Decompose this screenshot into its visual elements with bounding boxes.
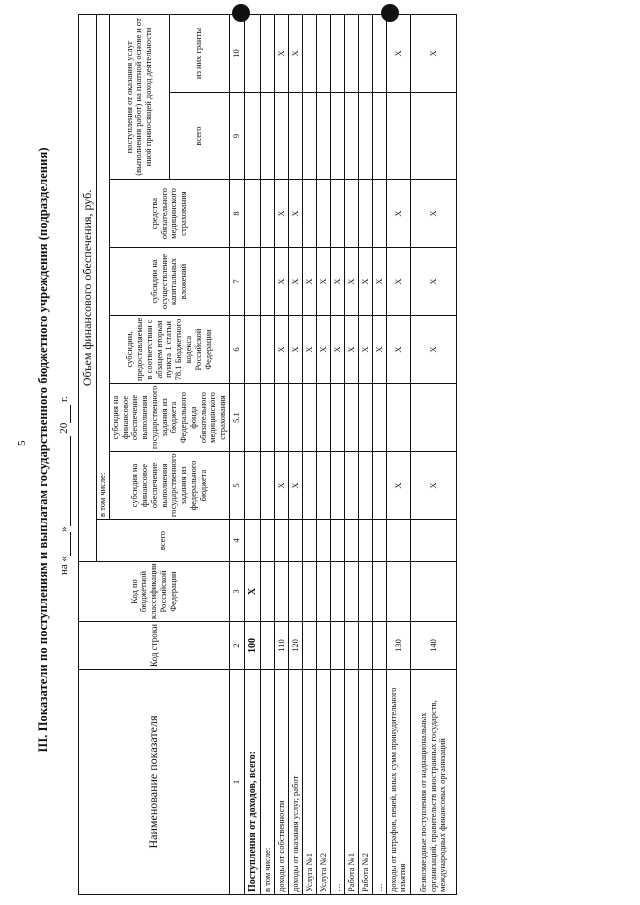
row-code: 120 [288, 622, 302, 670]
row-cell[interactable]: X [372, 316, 386, 384]
row-cell[interactable]: X [274, 14, 288, 92]
row-cell[interactable] [344, 14, 358, 92]
header-code: Код строки [79, 622, 230, 670]
row-cell[interactable] [244, 316, 260, 384]
row-label: Услуга №2 [316, 670, 330, 895]
row-cell[interactable] [372, 384, 386, 452]
header-name: Наименование показателя [79, 670, 230, 895]
row-cell[interactable] [260, 520, 274, 562]
row-cell[interactable] [288, 520, 302, 562]
table-row [372, 14, 386, 894]
row-label: доходы от собственности [274, 670, 288, 895]
row-cell[interactable]: X [330, 316, 344, 384]
row-cell[interactable] [260, 248, 274, 316]
row-label: Работа №2 [358, 670, 372, 895]
column-number: 3 [229, 562, 244, 622]
table-row [344, 14, 358, 894]
row-cell[interactable] [260, 180, 274, 248]
row-code: 100 [244, 622, 260, 670]
date-suffix: г. [58, 395, 70, 402]
row-cell[interactable] [302, 452, 316, 520]
row-cell[interactable]: X [288, 248, 302, 316]
row-cell[interactable] [410, 384, 456, 452]
row-code [330, 622, 344, 670]
table-row [288, 14, 302, 894]
row-cell[interactable]: X [410, 248, 456, 316]
row-cell[interactable]: X [274, 452, 288, 520]
row-cell[interactable] [358, 562, 372, 622]
column-numbers-row [229, 14, 244, 894]
row-cell[interactable] [344, 384, 358, 452]
row-cell[interactable] [316, 452, 330, 520]
row-cell[interactable] [330, 562, 344, 622]
column-number: 7 [229, 248, 244, 316]
row-cell[interactable]: X [410, 316, 456, 384]
table-row [260, 14, 274, 894]
row-cell[interactable]: X [302, 248, 316, 316]
month-blank[interactable] [58, 436, 71, 526]
row-code [302, 622, 316, 670]
header-sub2: субсидия на финансовое обеспечение выполнения государственного задания из бюджета Федерального фонда обязательного медицинского страхования [109, 384, 229, 452]
row-code: 130 [386, 622, 410, 670]
row-cell[interactable]: X [288, 180, 302, 248]
row-cell[interactable]: X [288, 316, 302, 384]
row-cell[interactable] [260, 562, 274, 622]
row-cell[interactable] [358, 384, 372, 452]
row-cell[interactable] [260, 452, 274, 520]
row-cell[interactable] [244, 14, 260, 92]
header-sub6-grants: из них гранты [169, 14, 229, 92]
row-label: … [330, 670, 344, 895]
row-cell[interactable] [316, 180, 330, 248]
row-label: … [372, 670, 386, 895]
header-total: всего [97, 520, 230, 562]
row-cell[interactable]: X [386, 14, 410, 92]
row-cell[interactable]: X [386, 316, 410, 384]
row-cell[interactable] [260, 93, 274, 180]
row-cell[interactable] [316, 93, 330, 180]
row-cell[interactable]: X [386, 452, 410, 520]
header-sub5: средства обязательного медицинского страхования [109, 180, 229, 248]
section-title: III. Показатели по поступлениям и выплатам государственного бюджетного учреждения (подразделения) [36, 147, 50, 753]
row-cell[interactable] [344, 562, 358, 622]
row-cell[interactable] [358, 452, 372, 520]
row-cell[interactable]: X [372, 248, 386, 316]
row-cell[interactable] [330, 14, 344, 92]
row-cell[interactable] [316, 384, 330, 452]
row-cell[interactable]: X [244, 562, 260, 622]
column-number: 2 [229, 622, 244, 670]
row-code [358, 622, 372, 670]
row-cell[interactable] [274, 562, 288, 622]
header-kbk: Код по бюджетной классификации Российской Федерации [79, 562, 230, 622]
row-cell[interactable] [260, 14, 274, 92]
row-cell[interactable] [358, 180, 372, 248]
row-label: Услуга №1 [302, 670, 316, 895]
date-prefix: на « [58, 555, 70, 575]
table-row [274, 14, 288, 894]
row-cell[interactable]: X [302, 316, 316, 384]
column-number: 5.1 [229, 384, 244, 452]
row-cell[interactable]: X [410, 180, 456, 248]
indicators-table [78, 14, 457, 895]
row-cell[interactable] [302, 562, 316, 622]
row-cell[interactable] [344, 93, 358, 180]
row-cell[interactable] [330, 384, 344, 452]
row-code: 110 [274, 622, 288, 670]
column-number: 4 [229, 520, 244, 562]
row-cell[interactable] [244, 452, 260, 520]
row-cell[interactable]: X [316, 316, 330, 384]
row-code: 140 [410, 622, 456, 670]
row-cell[interactable] [330, 93, 344, 180]
row-label: доходы от оказания услуг, работ [288, 670, 302, 895]
row-cell[interactable] [358, 93, 372, 180]
column-number: 9 [229, 93, 244, 180]
row-cell[interactable] [288, 384, 302, 452]
row-code [260, 622, 274, 670]
row-label: Поступления от доходов, всего: [244, 670, 260, 895]
row-cell[interactable]: X [316, 248, 330, 316]
row-cell[interactable] [330, 180, 344, 248]
row-cell[interactable]: X [344, 248, 358, 316]
row-cell[interactable] [288, 93, 302, 180]
row-cell[interactable] [274, 93, 288, 180]
row-cell[interactable]: X [386, 248, 410, 316]
row-code [316, 622, 330, 670]
column-number: 10 [229, 14, 244, 92]
row-cell[interactable] [410, 562, 456, 622]
row-cell[interactable] [244, 384, 260, 452]
row-cell[interactable] [260, 384, 274, 452]
table-row [302, 14, 316, 894]
row-cell[interactable] [372, 562, 386, 622]
row-cell[interactable] [344, 520, 358, 562]
date-mid: » [58, 526, 70, 532]
row-label: в том числе: [260, 670, 274, 895]
header-sub6-total: всего [169, 93, 229, 180]
table-row [386, 14, 410, 894]
row-cell[interactable] [410, 520, 456, 562]
row-cell[interactable] [288, 562, 302, 622]
row-cell[interactable]: X [386, 180, 410, 248]
header-sub1: субсидия на финансовое обеспечение выполнения государственного задания из федерального бюджета [109, 452, 229, 520]
row-cell[interactable]: X [358, 248, 372, 316]
row-cell[interactable] [358, 520, 372, 562]
row-cell[interactable] [410, 93, 456, 180]
row-cell[interactable] [244, 93, 260, 180]
row-label: безвозмездные поступления от наднациональных организаций, правительств иностранных государств, международных финансовых организаций [410, 670, 456, 895]
row-cell[interactable] [302, 384, 316, 452]
row-cell[interactable]: X [358, 316, 372, 384]
row-cell[interactable] [330, 520, 344, 562]
row-cell[interactable]: X [274, 248, 288, 316]
row-cell[interactable] [372, 14, 386, 92]
row-cell[interactable] [302, 14, 316, 92]
row-cell[interactable] [260, 316, 274, 384]
header-sub4: субсидии на осуществление капитальных вложений [109, 248, 229, 316]
table-row [244, 14, 260, 894]
table-row [410, 14, 456, 894]
header-incl: в том числе: [97, 14, 110, 519]
row-cell[interactable] [302, 180, 316, 248]
column-number: 5 [229, 452, 244, 520]
row-cell[interactable] [302, 520, 316, 562]
date-line [58, 396, 71, 575]
row-cell[interactable] [386, 384, 410, 452]
row-cell[interactable] [372, 180, 386, 248]
row-cell[interactable]: X [410, 452, 456, 520]
row-label: доходы от штрафов, пеней, иных сумм принудительного изъятия [386, 670, 410, 895]
row-cell[interactable] [386, 93, 410, 180]
row-cell[interactable]: X [288, 452, 302, 520]
row-cell[interactable] [274, 384, 288, 452]
row-cell[interactable] [274, 520, 288, 562]
row-cell[interactable] [386, 562, 410, 622]
column-number: 1 [229, 670, 244, 895]
row-cell[interactable] [344, 452, 358, 520]
page-number: 5 [16, 440, 28, 446]
row-cell[interactable]: X [330, 248, 344, 316]
row-cell[interactable] [244, 520, 260, 562]
day-blank[interactable] [58, 532, 71, 556]
row-label: Работа №1 [344, 670, 358, 895]
row-cell[interactable] [358, 14, 372, 92]
row-cell[interactable]: X [274, 316, 288, 384]
row-code [344, 622, 358, 670]
row-code [372, 622, 386, 670]
column-number: 8 [229, 180, 244, 248]
row-cell[interactable]: X [344, 316, 358, 384]
header-sub6: поступления от оказания услуг (выполнения работ) на платной основе и от иной приносящей доход деятельности [109, 14, 169, 179]
row-cell[interactable] [344, 180, 358, 248]
row-cell[interactable]: X [274, 180, 288, 248]
table-body [79, 14, 457, 894]
row-cell[interactable] [372, 520, 386, 562]
row-cell[interactable] [316, 562, 330, 622]
row-cell[interactable] [316, 520, 330, 562]
row-cell[interactable] [372, 452, 386, 520]
row-cell[interactable]: X [288, 14, 302, 92]
row-cell[interactable] [372, 93, 386, 180]
table-row [316, 14, 330, 894]
header-sub3: субсидии, предоставляемые в соответствии с абзацем вторым пункта 1 статьи 78.1 Бюджетного кодекса Российской Федерации [109, 316, 229, 384]
year-blank[interactable] [58, 405, 71, 423]
row-cell[interactable]: X [410, 14, 456, 92]
row-cell[interactable] [244, 248, 260, 316]
table-row [330, 14, 344, 894]
row-cell[interactable] [316, 14, 330, 92]
row-cell[interactable] [302, 93, 316, 180]
row-cell[interactable] [330, 452, 344, 520]
row-cell[interactable] [244, 180, 260, 248]
header-volume: Объем финансового обеспечения, руб. [79, 14, 97, 561]
row-cell[interactable] [386, 520, 410, 562]
date-year: 20 [58, 422, 70, 434]
column-number: 6 [229, 316, 244, 384]
table-row [358, 14, 372, 894]
